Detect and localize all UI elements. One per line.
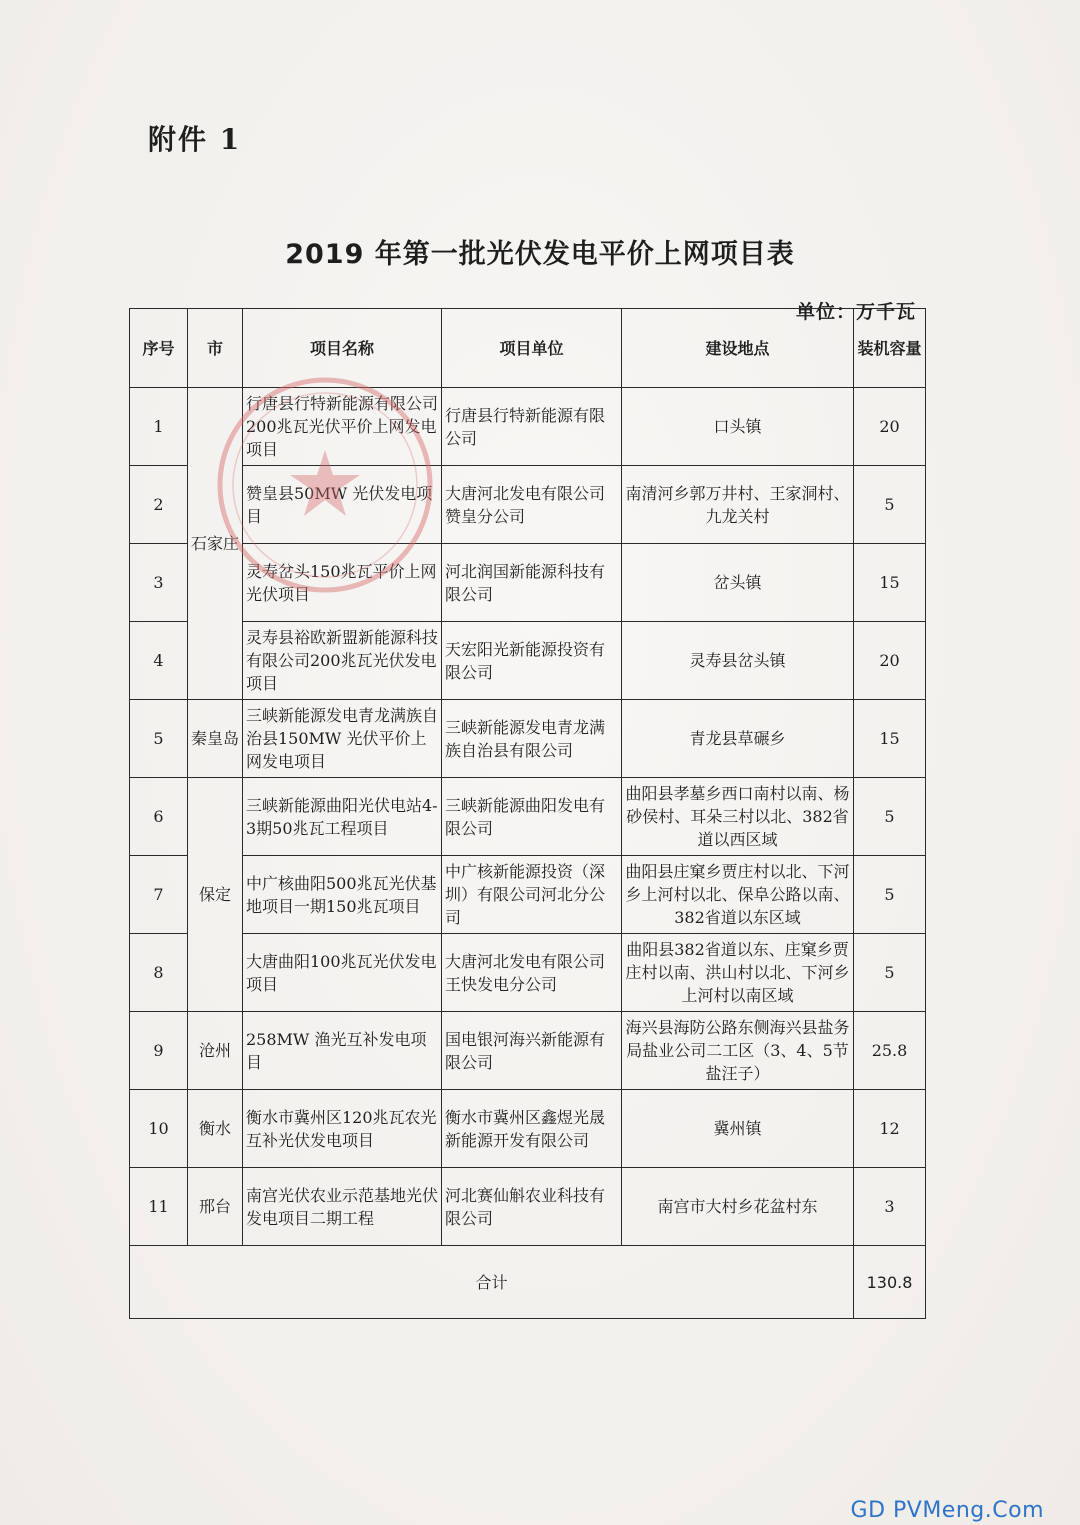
cell-location: 曲阳县382省道以东、庄窠乡贾庄村以南、洪山村以北、下河乡上河村以南区域	[622, 934, 854, 1012]
cell-no: 4	[130, 622, 188, 700]
table-row	[130, 856, 926, 934]
project-table-container	[129, 308, 925, 1319]
table-row	[130, 622, 926, 700]
cell-capacity: 15	[854, 700, 926, 778]
cell-no: 6	[130, 778, 188, 856]
table-row	[130, 1168, 926, 1246]
cell-city: 衡水	[188, 1090, 243, 1168]
cell-city: 保定	[188, 778, 243, 1012]
cell-company: 大唐河北发电有限公司赞皇分公司	[442, 466, 622, 544]
cell-company: 行唐县行特新能源有限公司	[442, 388, 622, 466]
total-value: 130.8	[854, 1246, 926, 1319]
cell-name: 灵寿县裕欧新盟新能源科技有限公司200兆瓦光伏发电项目	[243, 622, 442, 700]
header-company: 项目单位	[442, 309, 622, 388]
project-table	[129, 308, 926, 1319]
cell-company: 三峡新能源曲阳发电有限公司	[442, 778, 622, 856]
cell-capacity: 5	[854, 934, 926, 1012]
cell-company: 河北赛仙斛农业科技有限公司	[442, 1168, 622, 1246]
cell-no: 8	[130, 934, 188, 1012]
cell-location: 海兴县海防公路东侧海兴县盐务局盐业公司二工区（3、4、5节盐汪子）	[622, 1012, 854, 1090]
cell-company: 中广核新能源投资（深圳）有限公司河北分公司	[442, 856, 622, 934]
cell-capacity: 3	[854, 1168, 926, 1246]
cell-capacity: 5	[854, 856, 926, 934]
table-row	[130, 1012, 926, 1090]
cell-location: 曲阳县孝墓乡西口南村以南、杨砂侯村、耳朵三村以北、382省道以西区域	[622, 778, 854, 856]
cell-capacity: 15	[854, 544, 926, 622]
table-row	[130, 388, 926, 466]
cell-company: 国电银河海兴新能源有限公司	[442, 1012, 622, 1090]
cell-no: 1	[130, 388, 188, 466]
document-title: 2019 年第一批光伏发电平价上网项目表	[285, 239, 795, 270]
table-total-row	[130, 1246, 926, 1319]
cell-name: 三峡新能源曲阳光伏电站4-3期50兆瓦工程项目	[243, 778, 442, 856]
cell-company: 大唐河北发电有限公司王快发电分公司	[442, 934, 622, 1012]
table-row	[130, 934, 926, 1012]
cell-capacity: 5	[854, 778, 926, 856]
cell-no: 5	[130, 700, 188, 778]
cell-capacity: 20	[854, 622, 926, 700]
cell-company: 三峡新能源发电青龙满族自治县有限公司	[442, 700, 622, 778]
cell-capacity: 5	[854, 466, 926, 544]
cell-city: 石家庄	[188, 388, 243, 700]
cell-city: 秦皇岛	[188, 700, 243, 778]
cell-location: 南清河乡郭万井村、王家洞村、九龙关村	[622, 466, 854, 544]
header-no: 序号	[130, 309, 188, 388]
header-name: 项目名称	[243, 309, 442, 388]
cell-capacity: 20	[854, 388, 926, 466]
cell-location: 青龙县草碾乡	[622, 700, 854, 778]
cell-name: 大唐曲阳100兆瓦光伏发电项目	[243, 934, 442, 1012]
total-label: 合计	[130, 1246, 854, 1319]
watermark-text: GD PVMeng.Com	[850, 1498, 1044, 1523]
cell-city: 邢台	[188, 1168, 243, 1246]
cell-name: 灵寿岔头150兆瓦平价上网光伏项目	[243, 544, 442, 622]
cell-capacity: 12	[854, 1090, 926, 1168]
cell-name: 中广核曲阳500兆瓦光伏基地项目一期150兆瓦项目	[243, 856, 442, 934]
cell-location: 冀州镇	[622, 1090, 854, 1168]
table-header-row	[130, 309, 926, 388]
cell-location: 曲阳县庄窠乡贾庄村以北、下河乡上河村以北、保阜公路以南、382省道以东区域	[622, 856, 854, 934]
cell-name: 三峡新能源发电青龙满族自治县150MW 光伏平价上网发电项目	[243, 700, 442, 778]
table-row	[130, 466, 926, 544]
cell-capacity: 25.8	[854, 1012, 926, 1090]
cell-company: 天宏阳光新能源投资有限公司	[442, 622, 622, 700]
header-location: 建设地点	[622, 309, 854, 388]
cell-company: 衡水市冀州区鑫煜光晟新能源开发有限公司	[442, 1090, 622, 1168]
cell-no: 7	[130, 856, 188, 934]
header-city: 市	[188, 309, 243, 388]
cell-company: 河北润国新能源科技有限公司	[442, 544, 622, 622]
table-row	[130, 778, 926, 856]
table-row	[130, 700, 926, 778]
cell-location: 岔头镇	[622, 544, 854, 622]
cell-name: 258MW 渔光互补发电项目	[243, 1012, 442, 1090]
cell-location: 灵寿县岔头镇	[622, 622, 854, 700]
header-capacity: 装机容量	[854, 309, 926, 388]
cell-no: 3	[130, 544, 188, 622]
cell-name: 衡水市冀州区120兆瓦农光互补光伏发电项目	[243, 1090, 442, 1168]
table-row	[130, 1090, 926, 1168]
cell-name: 赞皇县50MW 光伏发电项目	[243, 466, 442, 544]
unit-label: 单位：万千瓦	[796, 301, 917, 323]
cell-no: 10	[130, 1090, 188, 1168]
cell-location: 口头镇	[622, 388, 854, 466]
attachment-label: 附件 1	[148, 123, 242, 156]
cell-name: 南宫光伏农业示范基地光伏发电项目二期工程	[243, 1168, 442, 1246]
cell-location: 南宫市大村乡花盆村东	[622, 1168, 854, 1246]
cell-no: 2	[130, 466, 188, 544]
table-row	[130, 544, 926, 622]
cell-name: 行唐县行特新能源有限公司200兆瓦光伏平价上网发电项目	[243, 388, 442, 466]
cell-no: 11	[130, 1168, 188, 1246]
cell-city: 沧州	[188, 1012, 243, 1090]
cell-no: 9	[130, 1012, 188, 1090]
